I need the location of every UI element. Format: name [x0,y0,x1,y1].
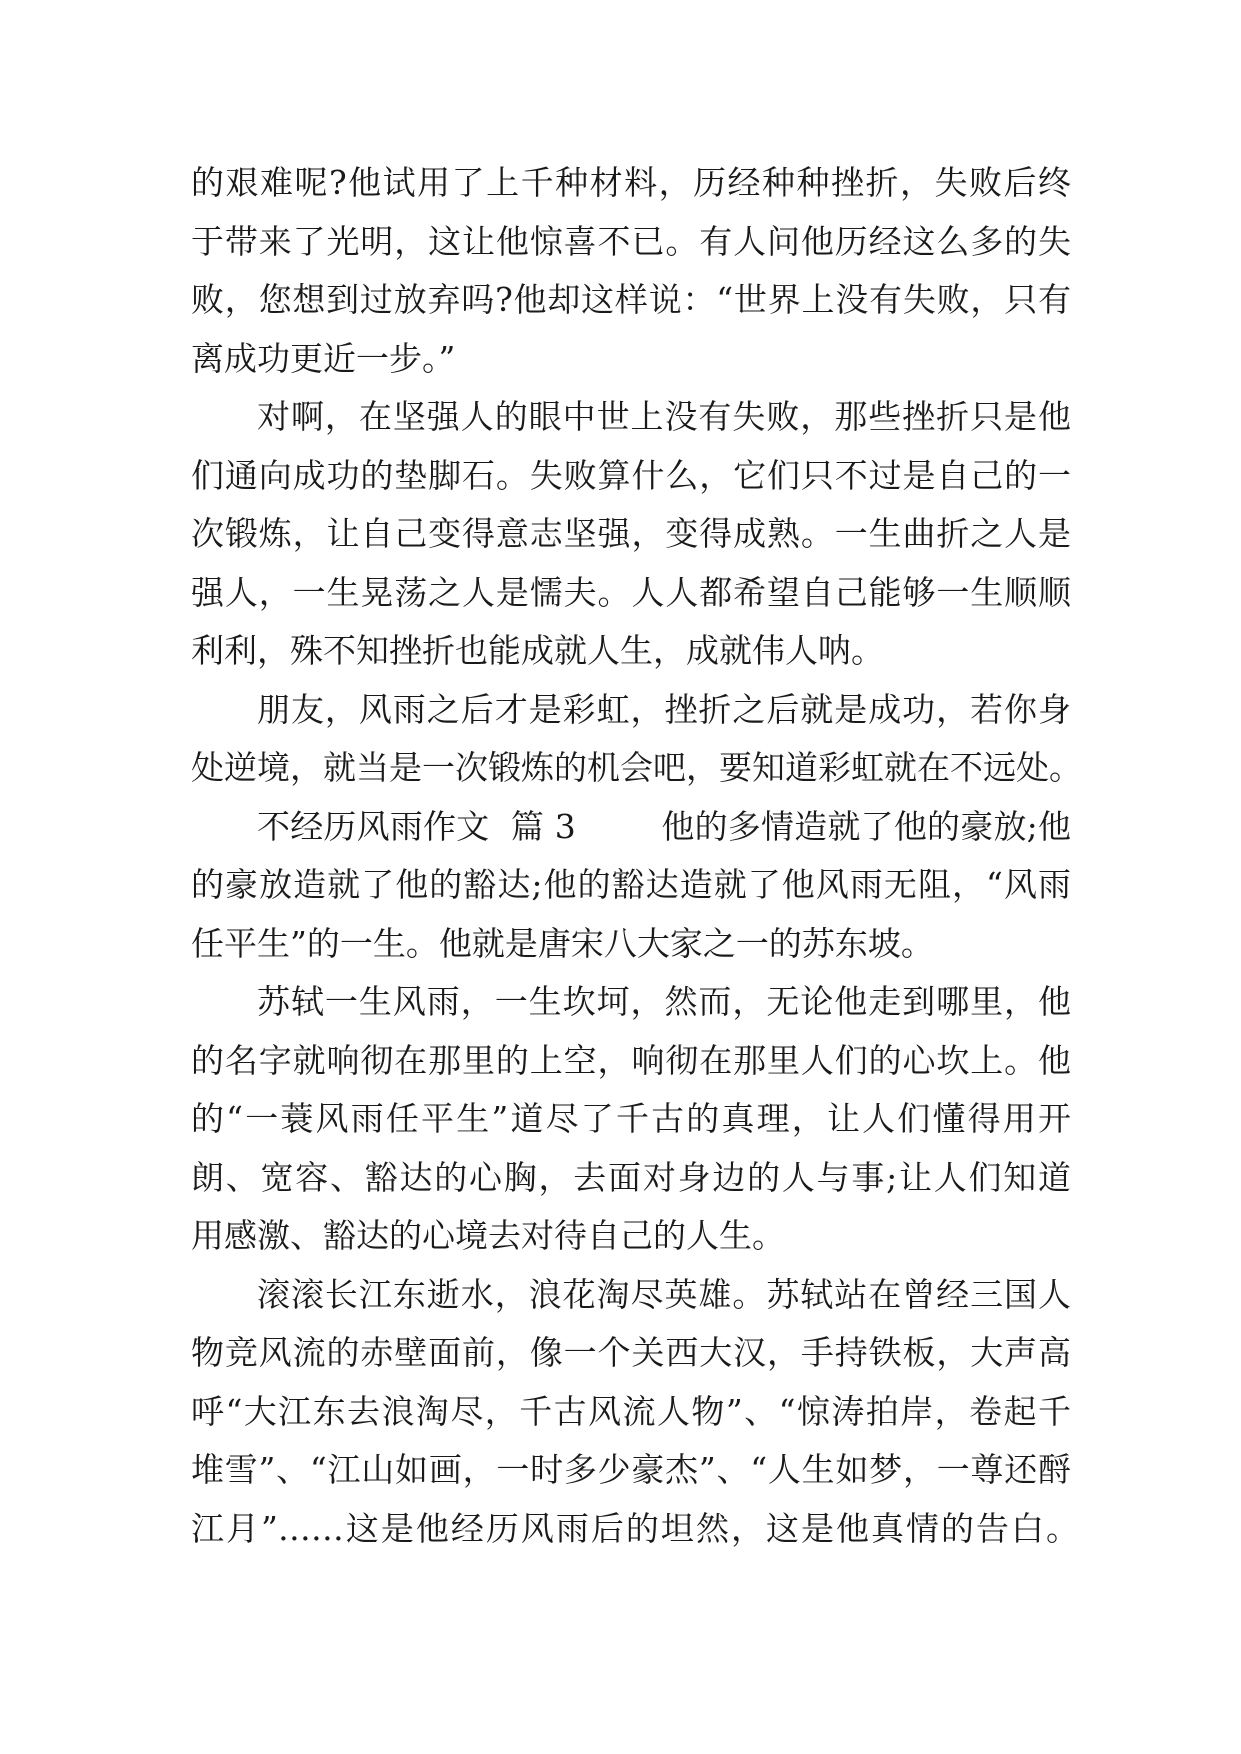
text-line: 江月”……这是他经历风雨后的坦然，这是他真情的告白。 [191,1509,1079,1548]
text-line: 物竞风流的赤壁面前，像一个关西大汉，手持铁板，大声高 [191,1333,1071,1372]
section-heading-line: 不经历风雨作文 篇 3 他的多情造就了他的豪放;他 [257,807,1071,846]
text-line: 败，您想到过放弃吗?他却这样说：“世界上没有失败，只有 [191,280,1071,319]
text-line: 次锻炼，让自己变得意志坚强，变得成熟。一生曲折之人是 [191,514,1071,553]
paragraph-first-line: 滚滚长江东逝水，浪花淘尽英雄。苏轼站在曾经三国人 [257,1275,1071,1314]
text-line: 用感激、豁达的心境去对待自己的人生。 [191,1216,785,1255]
text-line: 的“一蓑风雨任平生”道尽了千古的真理，让人们懂得用开 [191,1099,1071,1138]
text-line: 们通向成功的垫脚石。失败算什么，它们只不过是自己的一 [191,456,1071,495]
paragraph-first-line: 朋友，风雨之后才是彩虹，挫折之后就是成功，若你身 [257,690,1071,729]
text-line: 离成功更近一步。” [191,339,456,378]
text-line: 的豪放造就了他的豁达;他的豁达造就了他风雨无阻，“风雨 [191,865,1071,904]
text-line: 朗、宽容、豁达的心胸，去面对身边的人与事;让人们知道 [191,1158,1071,1197]
paragraph-first-line: 苏轼一生风雨，一生坎坷，然而，无论他走到哪里，他 [257,982,1071,1021]
text-line: 强人，一生晃荡之人是懦夫。人人都希望自己能够一生顺顺 [191,573,1071,612]
text-line: 利利，殊不知挫折也能成就人生，成就伟人呐。 [191,631,884,670]
text-line: 呼“大江东去浪淘尽，千古风流人物”、“惊涛拍岸，卷起千 [191,1392,1071,1431]
text-line: 处逆境，就当是一次锻炼的机会吧，要知道彩虹就在不远处。 [191,748,1082,787]
text-line: 堆雪”、“江山如画，一时多少豪杰”、“人生如梦，一尊还酹 [191,1450,1071,1489]
paragraph-first-line: 对啊，在坚强人的眼中世上没有失败，那些挫折只是他 [257,397,1071,436]
text-line: 的名字就响彻在那里的上空，响彻在那里人们的心坎上。他 [191,1041,1071,1080]
text-line: 于带来了光明，这让他惊喜不已。有人问他历经这么多的失 [191,222,1071,261]
text-line: 任平生”的一生。他就是唐宋八大家之一的苏东坡。 [191,924,934,963]
text-line: 的艰难呢?他试用了上千种材料，历经种种挫折，失败后终 [191,163,1071,202]
